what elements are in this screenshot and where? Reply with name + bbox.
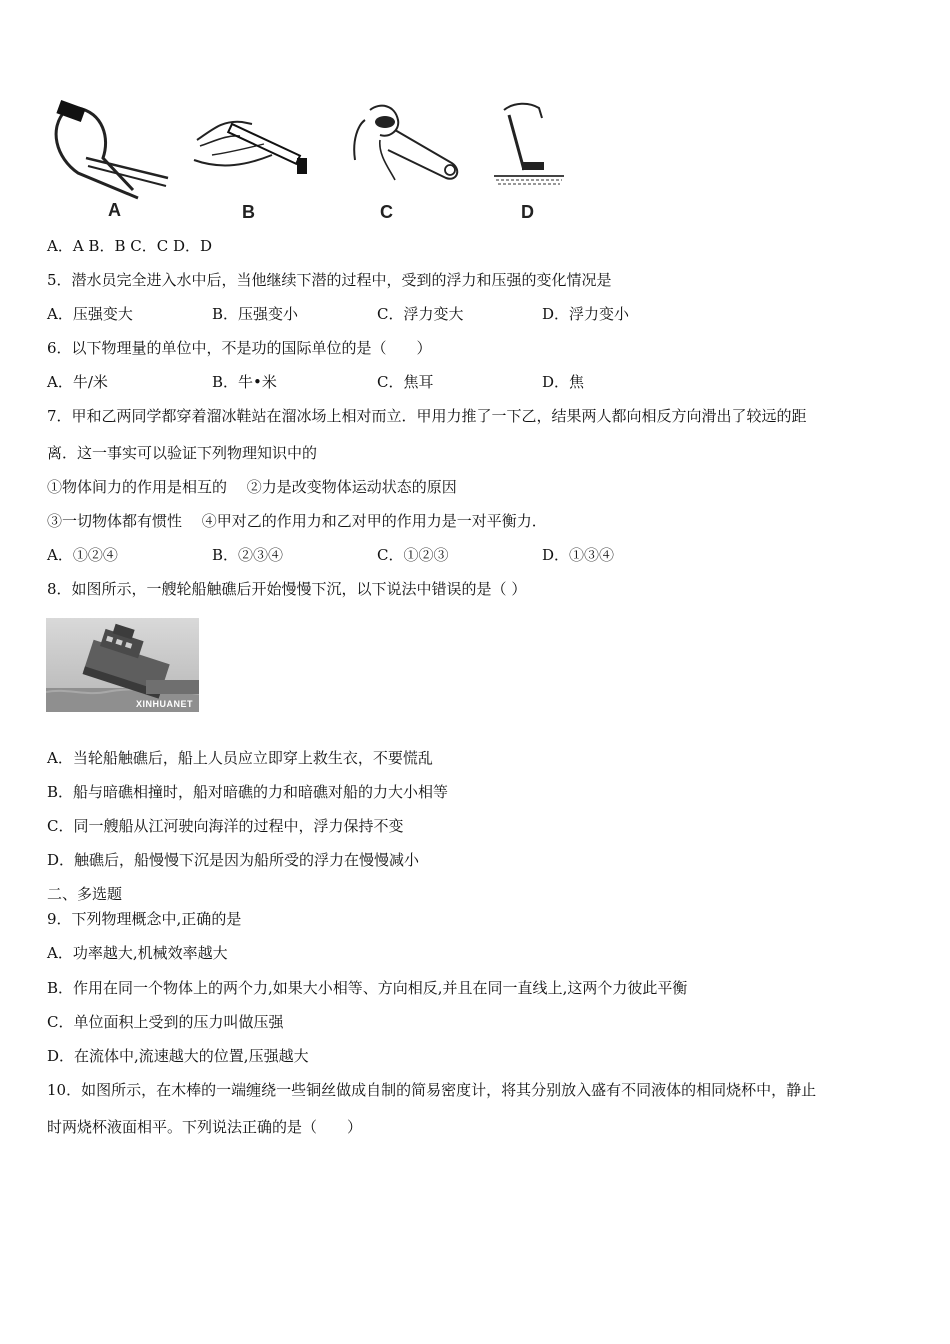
pliers-figure-a <box>48 98 173 203</box>
q7-statements-line2: ③一切物体都有惯性 ④甲对乙的作用力和乙对甲的作用力是一对平衡力． <box>47 512 547 530</box>
q8-option-b: B．船与暗礁相撞时，船对暗礁的力和暗礁对船的力大小相等 <box>47 783 449 801</box>
q10-stem-line2: 时两烧杯液面相平。下列说法正确的是（ ） <box>47 1118 363 1136</box>
q5-option-b: B．压强变小 <box>212 305 299 323</box>
q8-option-d: D．触礁后，船慢慢下沉是因为船所受的浮力在慢慢减小 <box>47 851 420 869</box>
q4-options: A．A B．B C．C D．D <box>47 237 213 255</box>
q7-option-c: C．①②③ <box>377 546 449 564</box>
xinhuanet-watermark: XINHUANET <box>135 699 193 709</box>
q6-option-a: A．牛/米 <box>47 373 108 391</box>
pen-hand-figure-b <box>192 110 317 185</box>
q6-option-b: B．牛•米 <box>212 373 277 391</box>
q9-option-a: A．功率越大,机械效率越大 <box>47 944 228 962</box>
q5-option-a: A．压强变大 <box>47 305 133 323</box>
figure-label-a: A <box>108 200 121 220</box>
q7-stem-line1: 7．甲和乙两同学都穿着溜冰鞋站在溜冰场上相对而立．甲用力推了一下乙，结果两人都向相反方向滑出了较远的距 <box>47 407 807 425</box>
crowbar-figure-d <box>494 100 564 190</box>
q7-option-a: A．①②④ <box>47 546 118 564</box>
figure-label-b: B <box>242 202 255 222</box>
q6-stem: 6．以下物理量的单位中，不是功的国际单位的是（ ） <box>47 339 432 357</box>
q10-stem-line1: 10．如图所示，在木棒的一端缠绕一些铜丝做成自制的简易密度计，将其分别放入盛有不同液体的相同烧杯中，静止 <box>47 1081 817 1099</box>
sinking-ship-photo <box>46 618 199 712</box>
figure-label-d: D <box>521 202 534 222</box>
q9-option-b: B．作用在同一个物体上的两个力,如果大小相等、方向相反,并且在同一直线上,这两个力彼此平衡 <box>47 979 688 997</box>
q7-option-b: B．②③④ <box>212 546 284 564</box>
q7-statements-line1: ①物体间力的作用是相互的 ②力是改变物体运动状态的原因 <box>47 478 457 496</box>
q5-stem: 5．潜水员完全进入水中后，当他继续下潜的过程中，受到的浮力和压强的变化情况是 <box>47 271 612 289</box>
q8-option-a: A．当轮船触礁后，船上人员应立即穿上救生衣，不要慌乱 <box>47 749 433 767</box>
q6-option-d: D．焦 <box>542 373 585 391</box>
q5-option-d: D．浮力变小 <box>542 305 630 323</box>
q6-option-c: C．焦耳 <box>377 373 434 391</box>
q7-option-d: D．①③④ <box>542 546 615 564</box>
section-title-multiple-choice: 二、多选题 <box>47 885 123 903</box>
q9-stem: 9．下列物理概念中,正确的是 <box>47 910 242 928</box>
q9-option-c: C．单位面积上受到的压力叫做压强 <box>47 1013 284 1031</box>
figure-label-c: C <box>380 202 393 222</box>
q9-option-d: D．在流体中,流速越大的位置,压强越大 <box>47 1047 309 1065</box>
q8-option-c: C．同一艘船从江河驶向海洋的过程中，浮力保持不变 <box>47 817 404 835</box>
q8-stem: 8．如图所示，一艘轮船触礁后开始慢慢下沉，以下说法中错误的是（ ） <box>47 580 527 598</box>
q7-stem-line2: 离．这一事实可以验证下列物理知识中的 <box>47 444 318 462</box>
q5-option-c: C．浮力变大 <box>377 305 464 323</box>
bottle-opener-figure-c <box>350 100 465 190</box>
